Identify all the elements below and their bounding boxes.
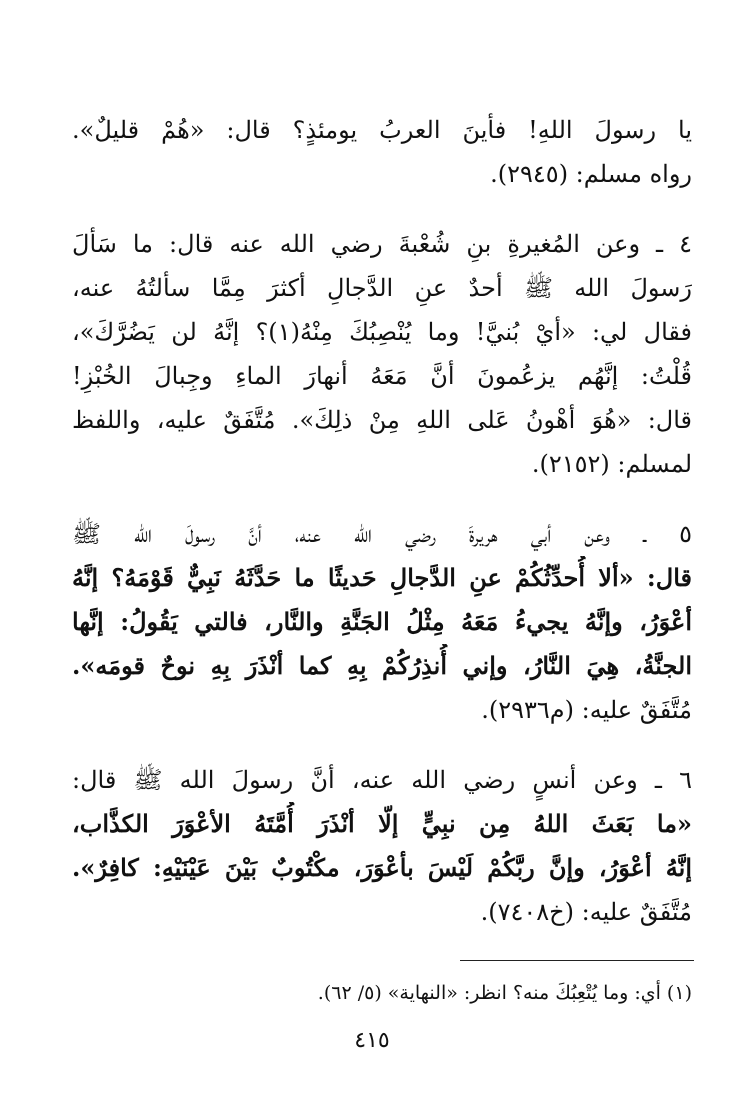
footnote-divider: [460, 960, 694, 961]
text-line: يا رسولَ اللهِ! فأينَ العربُ يومئذٍ؟ قال: «هُمْ قليلٌ».: [72, 116, 692, 144]
text-line: الجنَّةُ، هِيَ النَّارُ، وإني أُنذِرُكُمْ بِهِ كما أنْذَرَ بِهِ نوحٌ قومَه».: [72, 651, 692, 680]
text-line: رواه مسلم: (٢٩٤٥).: [490, 160, 692, 188]
text-line: قُلْتُ: إنَّهُم يزعُمونَ أنَّ مَعَهُ أنهارَ الماءِ وجِبالَ الخُبْزِ!: [72, 362, 692, 390]
text-line: فقال لي: «أيْ بُنيَّ! وما يُنْصِبُكَ مِنْهُ(١)؟ إنَّهُ لن يَضُرَّكَ»،: [72, 318, 692, 346]
text-line: أعْوَرُ، وإنَّهُ يجيءُ مَعَهُ مِثْلُ الجَنَّةِ والنَّار، فالتي يَقُولُ: إنَّها: [72, 607, 692, 636]
text-line: لمسلم: (٢١٥٢).: [531, 450, 692, 478]
text-line: ٥ ـ وعن أبي هريرةَ رضي الله عنه، أنَّ رسولَ الله ﷺ: [72, 520, 692, 548]
text-line: رَسولَ الله ﷺ أحدٌ عنِ الدَّجالِ أكثرَ مِمَّا سألتُهُ عنه،: [72, 274, 692, 302]
paragraph-2: [72, 222, 692, 486]
footnote: (١) أي: وما يُتْعِبُكَ منه؟ انظر: «النهاية» (٥/ ٦٢).: [317, 982, 692, 1004]
text-line: ٤ ـ وعن المُغيرةِ بنِ شُعْبةَ رضي الله عنه قال: ما سَألَ: [72, 230, 692, 258]
text-line: قال: «هُوَ أهْونُ عَلى اللهِ مِنْ ذلِكَ». مُتَّفَقٌ عليه، واللفظ: [72, 406, 692, 434]
paragraph-3: [72, 512, 692, 732]
paragraph-4: [72, 758, 692, 934]
page-number: ٤١٥: [354, 1028, 390, 1053]
text-line: قال: «ألا أُحدِّثُكُمْ عنِ الدَّجالِ حَديثًا ما حَدَّثَهُ نَبِيٌّ قَوْمَهُ؟ إنَّهُ: [72, 563, 692, 592]
page-body: [72, 108, 692, 960]
text-line: إنَّهُ أعْوَرُ، وإنَّ ربَّكُمْ لَيْسَ بأعْوَرَ، مكْتُوبٌ بَيْنَ عَيْنَيْهِ: كافِرٌ».: [72, 853, 692, 882]
paragraph-1: [72, 108, 692, 196]
text-line: مُتَّفَقٌ عليه: (م٢٩٣٦).: [481, 696, 692, 724]
text-line: «ما بَعَثَ اللهُ مِن نبِيٍّ إلّا أنْذَرَ أُمَّتَهُ الأعْوَرَ الكذَّاب،: [72, 809, 692, 838]
text-line: ٦ ـ وعن أنسٍ رضي الله عنه، أنَّ رسولَ الله ﷺ قال:: [72, 766, 692, 794]
text-line: مُتَّفَقٌ عليه: (خ٧٤٠٨).: [480, 898, 692, 926]
